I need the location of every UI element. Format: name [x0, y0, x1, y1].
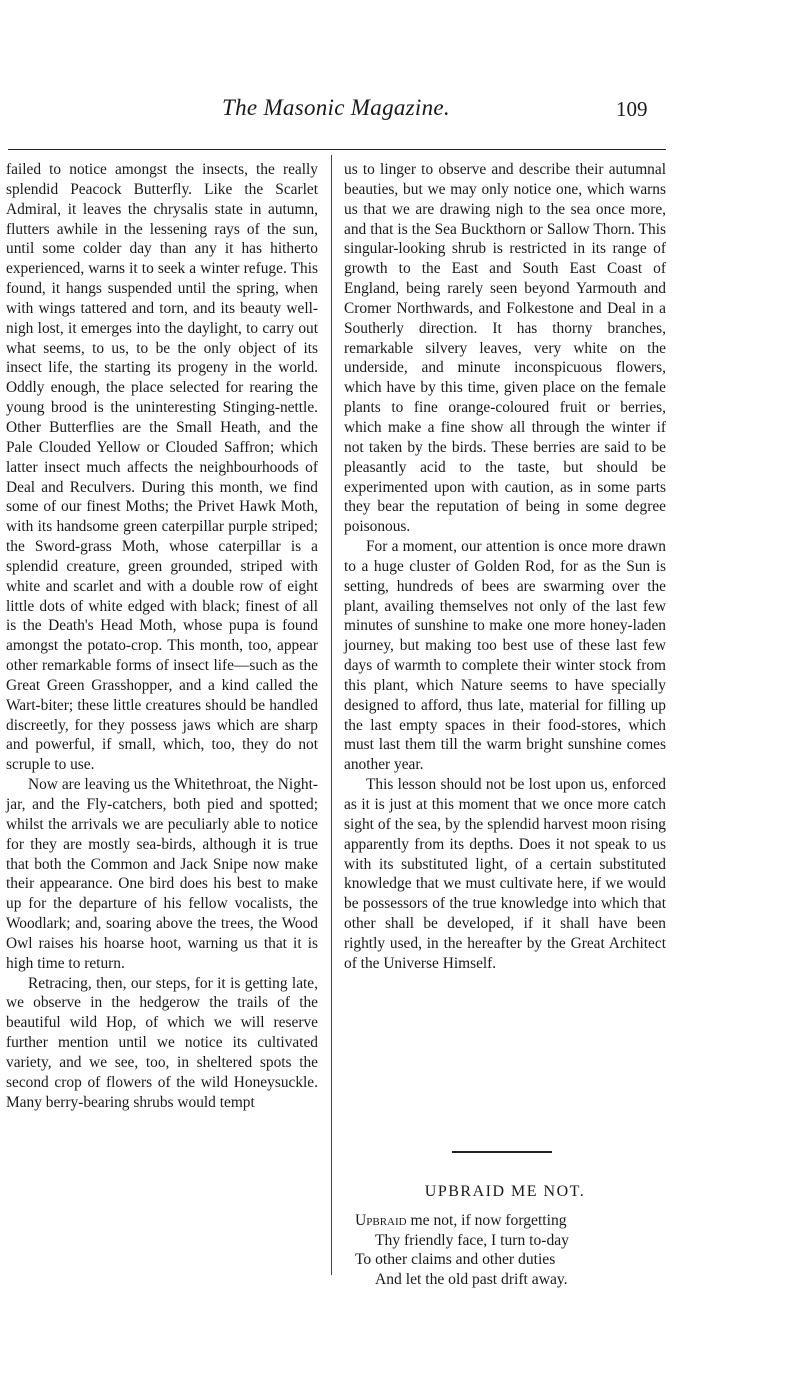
column-divider: [331, 155, 332, 1275]
paragraph: For a moment, our attention is once more drawn to a huge cluster of Golden Rod, for as the Sun is setting, hundreds of bees are swarming over the plant, availing themselves not only of the last few minutes of sunshine to make one more honey-laden journey, but making too best use of these last few days of warmth to complete their winter stock from this plant, which Nature seems to have specially designed to afford, thus late, material for filling up the last empty spaces in their food-stores, which must last them till the warm bright sunshine comes another year.: [344, 538, 666, 774]
right-column: [344, 160, 666, 974]
poem: [355, 1211, 569, 1289]
magazine-title: The Masonic Magazine.: [222, 95, 450, 120]
paragraph: us to linger to observe and describe their autumnal beauties, but we may only notice one, which warns us that we are drawing nigh to the sea once more, and that is the Sea Buckthorn or Sallow Thorn. This singular-looking shrub is restricted in its range of growth to the East and South East Coast of England, being rarely seen beyond Yarmouth and Cromer Northwards, and Folkestone and Deal in a Southerly direction. It has thorny branches, remarkable silvery leaves, very white on the underside, and minute inconspicuous flowers, which have by this time, given place on the female plants to fine orange-coloured fruit or berries, which make a fine show all through the winter if not taken by the birds. These berries are said to be pleasantly acid to the taste, but should be experimented upon with caution, as in some parts they bear the reputation of being in some degree poisonous.: [344, 161, 666, 536]
poem-line: And let the old past drift away.: [375, 1270, 568, 1288]
poem-line: Thy friendly face, I turn to-day: [375, 1231, 569, 1249]
poem-line: To other claims and other duties: [355, 1251, 556, 1269]
running-header: [0, 95, 794, 135]
section-rule: [452, 1151, 552, 1153]
header-rule: [8, 149, 666, 150]
paragraph: Now are leaving us the Whitethroat, the Night-jar, and the Fly-catchers, both pied and spotted; whilst the arrivals we are peculiarly able to notice for they are mostly sea-birds, although it is true that both the Common and Jack Snipe now make their appearance. One bird does his best to make up for the departure of his fellow vocalists, the Woodlark; and, soaring above the trees, the Wood Owl raises his hoarse hoot, warning us that it is high time to return.: [6, 776, 318, 972]
paragraph: This lesson should not be lost upon us, enforced as it is just at this moment that we once more catch sight of the sea, by the splendid harvest moon rising apparently from its depths. Does it not speak to us with its substituted light, of a certain substituted knowledge that we must cultivate here, if we would be possessors of the true knowledge into which that other shall be developed, if it shall have been rightly used, in the hereafter by the Great Architect of the Universe Himself.: [344, 776, 666, 972]
poem-title: UPBRAID ME NOT.: [424, 1183, 586, 1200]
poem-line: [355, 1211, 569, 1231]
poem-first-word: Upbraid: [355, 1212, 407, 1229]
paragraph: failed to notice amongst the insects, the really splendid Peacock Butterfly. Like the Scarlet Admiral, it leaves the chrysalis state in autumn, flutters awhile in the lessening rays of the sun, until some colder day than any it has hitherto experienced, warns it to seek a winter refuge. This found, it hangs suspended until the spring, when with wings tattered and torn, and its beauty well-nigh lost, it emerges into the daylight, to carry out what seems, to us, to be the only object of its insect life, the starting its progeny in the world. Oddly enough, the place selected for rearing the young brood is the uninteresting Stinging-nettle. Other Butterflies are the Small Heath, and the Pale Clouded Yellow or Clouded Saffron; which latter insect much affects the neighbourhoods of Deal and Reculvers. During this month, we find some of our finest Moths; the Privet Hawk Moth, with its handsome green caterpillar purple striped; the Sword-grass Moth, whose caterpillar is a splendid creature, green grounded, striped with white and scarlet and with a double row of eight little dots of white edged with black; finest of all is the Death's Head Moth, whose pupa is found amongst the potato-crop. This month, too, appear other remarkable forms of insect life—such as the Great Green Grasshopper, and a kind called the Wart-biter; these little creatures should be handled discreetly, for they possess jaws which are sharp and powerful, if small, which, too, they do not scruple to use.: [6, 161, 318, 774]
poem-line-text: me not, if now forgetting: [406, 1212, 567, 1229]
page-number: 109: [616, 97, 648, 121]
left-column: [6, 160, 318, 1113]
paragraph: Retracing, then, our steps, for it is getting late, we observe in the hedgerow the trails of the beautiful wild Hop, of which we will reserve further mention until we notice its cultivated variety, and we see, too, in sheltered spots the second crop of flowers of the wild Honeysuckle. Many berry-bearing shrubs would tempt: [6, 974, 318, 1111]
